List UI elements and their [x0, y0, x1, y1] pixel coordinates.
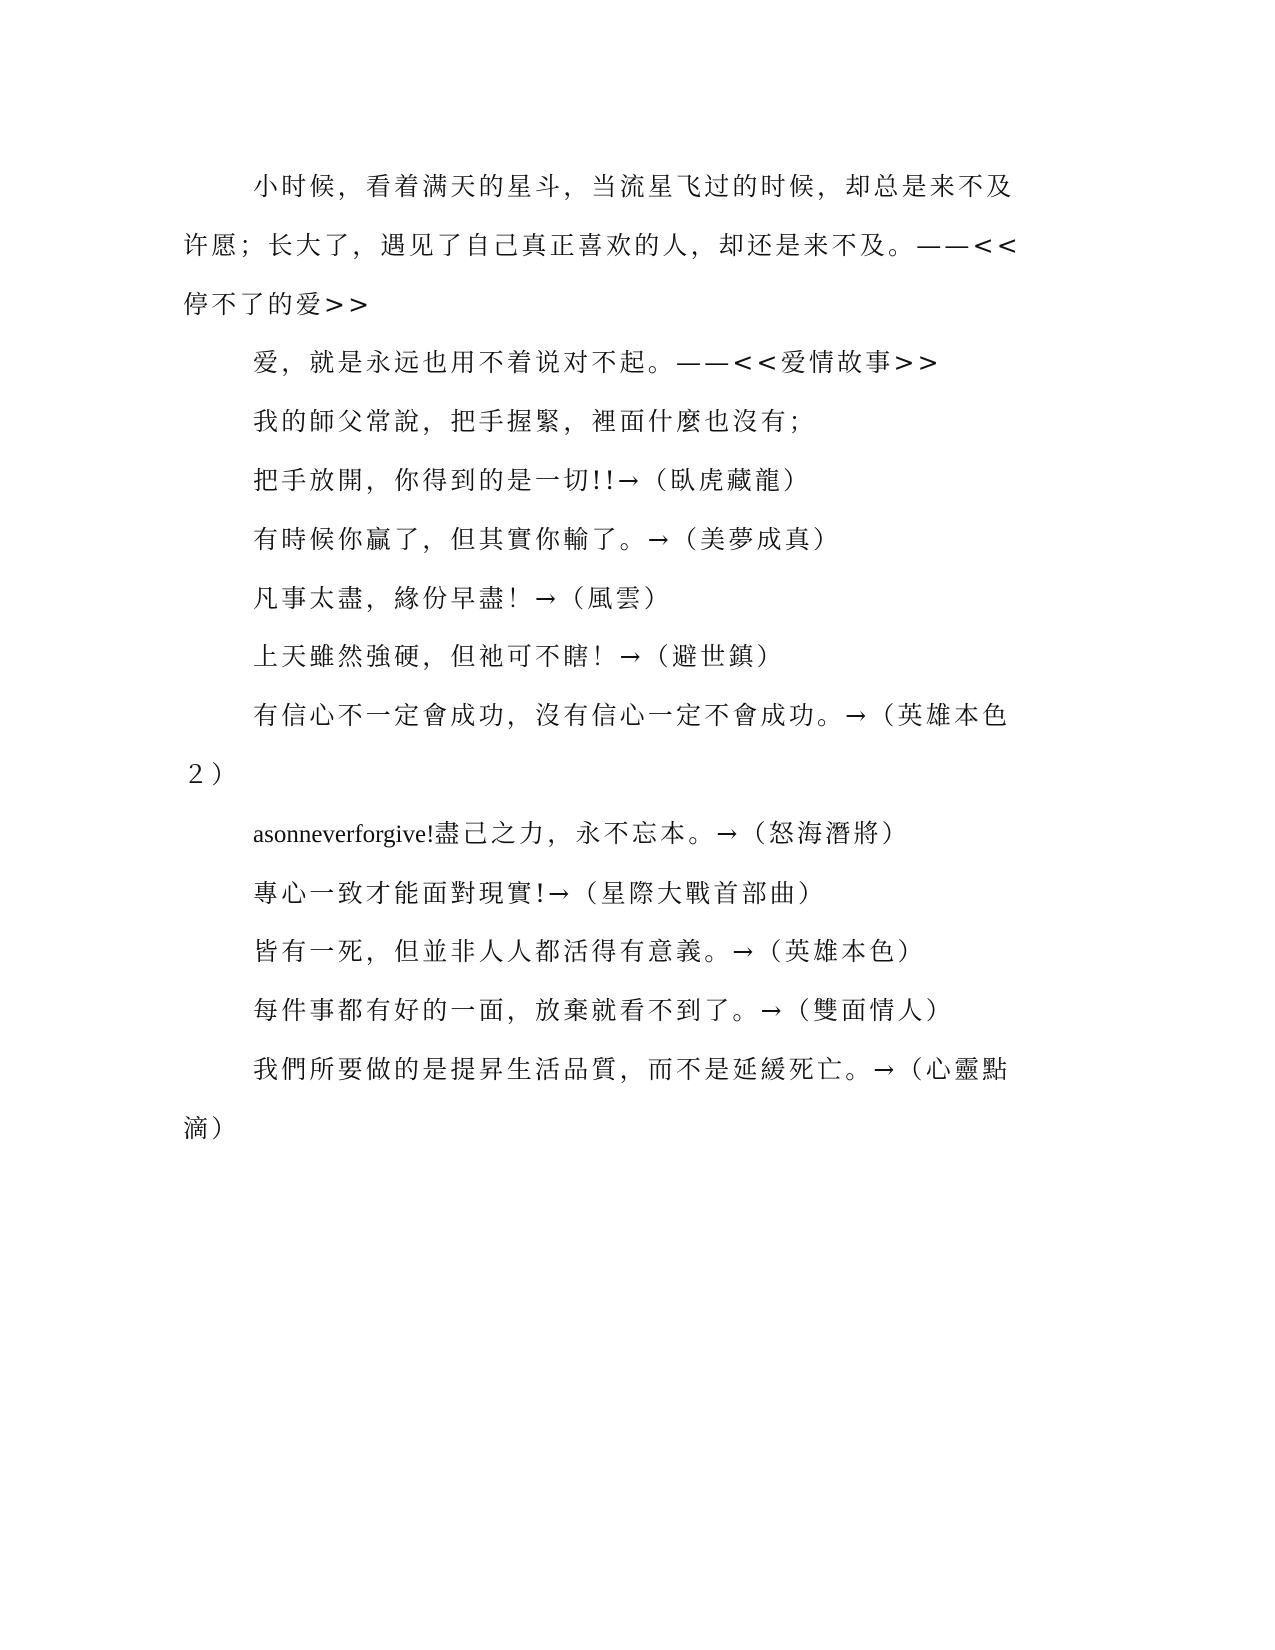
paragraph-text: 盡己之力，永不忘本。→（怒海潛將） [434, 818, 910, 848]
paragraph: 把手放開，你得到的是一切!!→（臥虎藏龍） [253, 465, 812, 495]
paragraph: 皆有一死，但並非人人都活得有意義。→（英雄本色） [253, 937, 926, 967]
document-body [183, 158, 1033, 1159]
paragraph: 爱，就是永远也用不着说对不起。——<<爱情故事>> [253, 348, 942, 378]
paragraph: 我的師父常說，把手握緊，裡面什麼也沒有； [253, 407, 818, 437]
paragraph: 有時候你贏了，但其實你輸了。→（美夢成真） [253, 524, 842, 554]
paragraph: 專心一致才能面對現實!→（星際大戰首部曲） [253, 878, 827, 908]
paragraph [183, 805, 1033, 865]
paragraph: 小时候，看着满天的星斗，当流星飞过的时候，却总是来不及许愿；长大了，遇见了自己真正喜欢的人，却还是来不及。——<<停不了的爱>> [183, 172, 1021, 319]
paragraph: 上天雖然強硬，但祂可不瞎！→（避世鎮） [253, 642, 785, 672]
paragraph-latin-text: asonneverforgive! [253, 820, 435, 848]
paragraph: 我們所要做的是提昇生活品質，而不是延緩死亡。→（心靈點滴） [183, 1054, 1011, 1143]
paragraph: 凡事太盡，緣份早盡！→（風雲） [253, 583, 672, 613]
paragraph: 有信心不一定會成功，沒有信心一定不會成功。→（英雄本色２） [183, 701, 1011, 789]
paragraph: 每件事都有好的一面，放棄就看不到了。→（雙面情人） [253, 996, 954, 1026]
